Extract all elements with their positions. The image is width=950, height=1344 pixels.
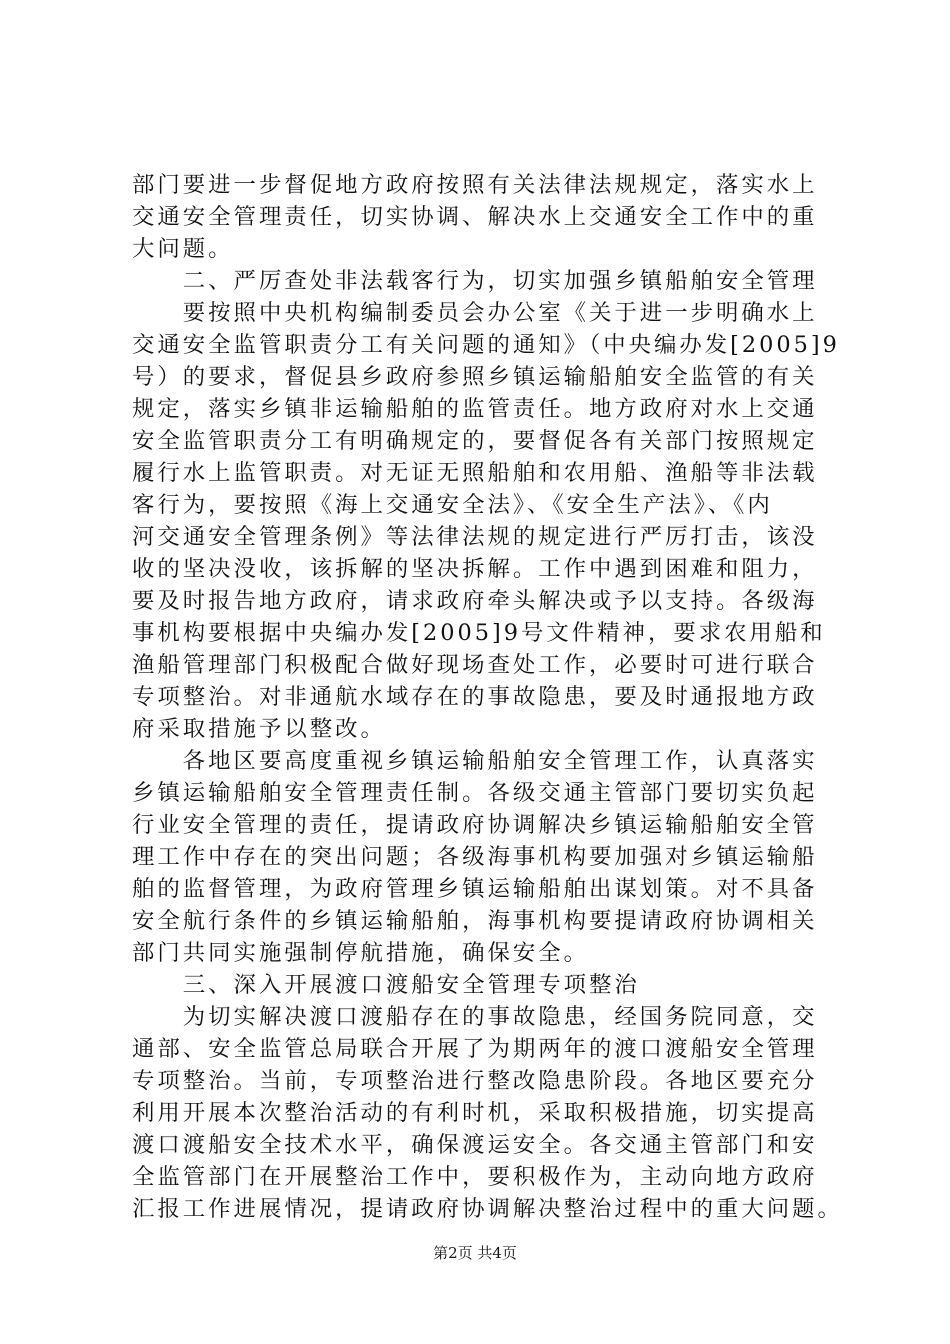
text-line: 府采取措施予以整改。 — [132, 716, 386, 742]
text-line: 交通安全管理责任，切实协调、解决水上交通安全工作中的重 — [132, 204, 818, 230]
text-line: 渡口渡船安全技术水平，确保渡运安全。各交通主管部门和安 — [132, 1132, 818, 1158]
document-body — [132, 169, 850, 1225]
text-line: 行业安全管理的责任，提请政府协调解决乡镇运输船舶安全管 — [132, 812, 818, 838]
text-line: 各地区要高度重视乡镇运输船舶安全管理工作，认真落实 — [132, 748, 818, 774]
text-line: 要按照中央机构编制委员会办公室《关于进一步明确水上 — [132, 300, 818, 326]
text-line: 专项整治。当前，专项整治进行整改隐患阶段。各地区要充分 — [132, 1068, 818, 1094]
text-line: 全监管部门在开展整治工作中，要积极作为，主动向地方政府 — [132, 1164, 818, 1190]
text-line: 河交通安全管理条例》等法律法规的规定进行严厉打击，该没 — [132, 524, 818, 550]
text-line: 利用开展本次整治活动的有利时机，采取积极措施，切实提高 — [132, 1100, 818, 1126]
text-line: 事机构要根据中央编办发[2005]9号文件精神，要求农用船和 — [132, 620, 826, 646]
text-line: 通部、安全监管总局联合开展了为期两年的渡口渡船安全管理 — [132, 1036, 818, 1062]
text-line: 交通安全监管职责分工有关问题的通知》（中央编办发[2005]9 — [132, 332, 840, 358]
text-line: 为切实解决渡口渡船存在的事故隐患，经国务院同意，交 — [132, 1004, 818, 1030]
text-line: 安全监管职责分工有明确规定的，要督促各有关部门按照规定 — [132, 428, 818, 454]
text-line: 要及时报告地方政府，请求政府牵头解决或予以支持。各级海 — [132, 588, 818, 614]
text-line: 收的坚决没收，该拆解的坚决拆解。工作中遇到困难和阻力， — [132, 556, 818, 582]
text-line: 部门要进一步督促地方政府按照有关法律法规规定，落实水上 — [132, 172, 818, 198]
text-line: 乡镇运输船舶安全管理责任制。各级交通主管部门要切实负起 — [132, 780, 818, 806]
section-heading: 二、严厉查处非法载客行为，切实加强乡镇船舶安全管理 — [132, 268, 818, 294]
section-heading: 三、深入开展渡口渡船安全管理专项整治 — [132, 972, 640, 998]
text-line: 部门共同实施强制停航措施，确保安全。 — [132, 940, 590, 966]
text-line: 汇报工作进展情况，提请政府协调解决整治过程中的重大问题。 — [132, 1196, 843, 1222]
text-line: 专项整治。对非通航水域存在的事故隐患，要及时通报地方政 — [132, 684, 818, 710]
text-line: 安全航行条件的乡镇运输船舶，海事机构要提请政府协调相关 — [132, 908, 818, 934]
text-line: 规定，落实乡镇非运输船舶的监管责任。地方政府对水上交通 — [132, 396, 818, 422]
text-line: 渔船管理部门积极配合做好现场查处工作，必要时可进行联合 — [132, 652, 818, 678]
text-line: 大问题。 — [132, 236, 234, 262]
text-line: 舶的监督管理，为政府管理乡镇运输船舶出谋划策。对不具备 — [132, 876, 818, 902]
text-line: 号）的要求，督促县乡政府参照乡镇运输船舶安全监管的有关 — [132, 364, 818, 390]
text-line: 客行为，要按照《海上交通安全法》、《安全生产法》、《内 — [132, 492, 773, 518]
text-line: 履行水上监管职责。对无证无照船舶和农用船、渔船等非法载 — [132, 460, 818, 486]
text-line: 理工作中存在的突出问题；各级海事机构要加强对乡镇运输船 — [132, 844, 818, 870]
page-footer: 第2页 共4页 — [433, 1244, 517, 1262]
